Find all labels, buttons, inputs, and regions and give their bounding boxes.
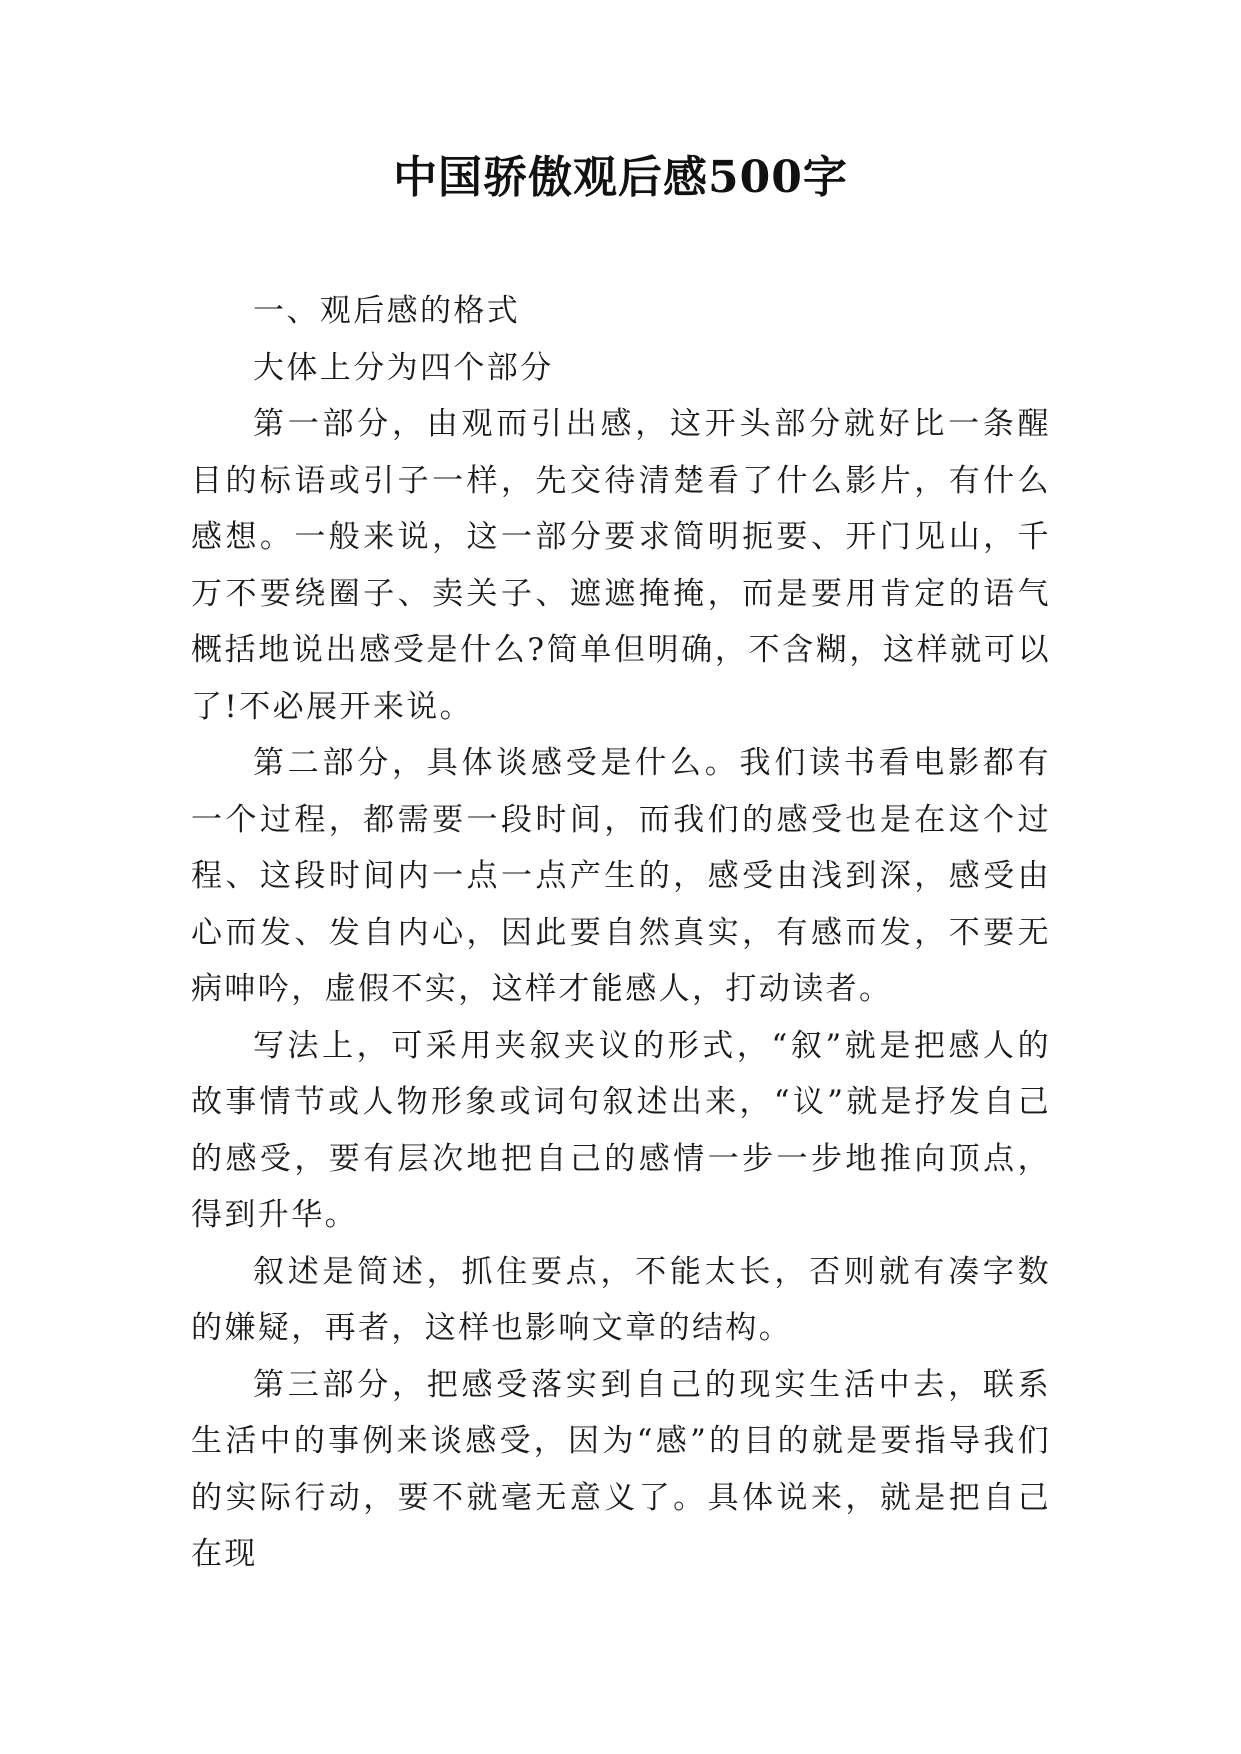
paragraph-part-one: 第一部分，由观而引出感，这开头部分就好比一条醒目的标语或引子一样，先交待清楚看了什么影片，有什么感想。一般来说，这一部分要求简明扼要、开门见山，千万不要绕圈子、卖关子、遮遮掩掩，而是要用肯定的语气概括地说出感受是什么?简单但明确，不含糊，这样就可以了!不必展开来说。 [191,406,1051,725]
paragraph-part-two: 第二部分，具体谈感受是什么。我们读书看电影都有一个过程，都需要一段时间，而我们的感受也是在这个过程、这段时间内一点一点产生的，感受由浅到深，感受由心而发、发自内心，因此要自然真实，有感而发，不要无病呻吟，虚假不实，这样才能感人，打动读者。 [191,745,1051,1007]
paragraph-writing-method: 写法上，可采用夹叙夹议的形式，“叙”就是把感人的故事情节或人物形象或词句叙述出来，“议”就是抒发自己的感受，要有层次地把自己的感情一步一步地推向顶点，得到升华。 [191,1027,1051,1233]
paragraph-narration-note: 叙述是简述，抓住要点，不能太长，否则就有凑字数的嫌疑，再者，这样也影响文章的结构。 [191,1253,1051,1346]
paragraph-format-heading: 一、观后感的格式 [253,293,521,329]
document-title: 中国骄傲观后感500字 [393,152,848,203]
paragraph-part-three: 第三部分，把感受落实到自己的现实生活中去，联系生活中的事例来谈感受，因为“感”的目的就是要指导我们的实际行动，要不就毫无意义了。具体说来，就是把自己在现 [191,1366,1051,1572]
document-body [191,283,1051,1583]
paragraph-four-parts: 大体上分为四个部分 [253,349,554,386]
